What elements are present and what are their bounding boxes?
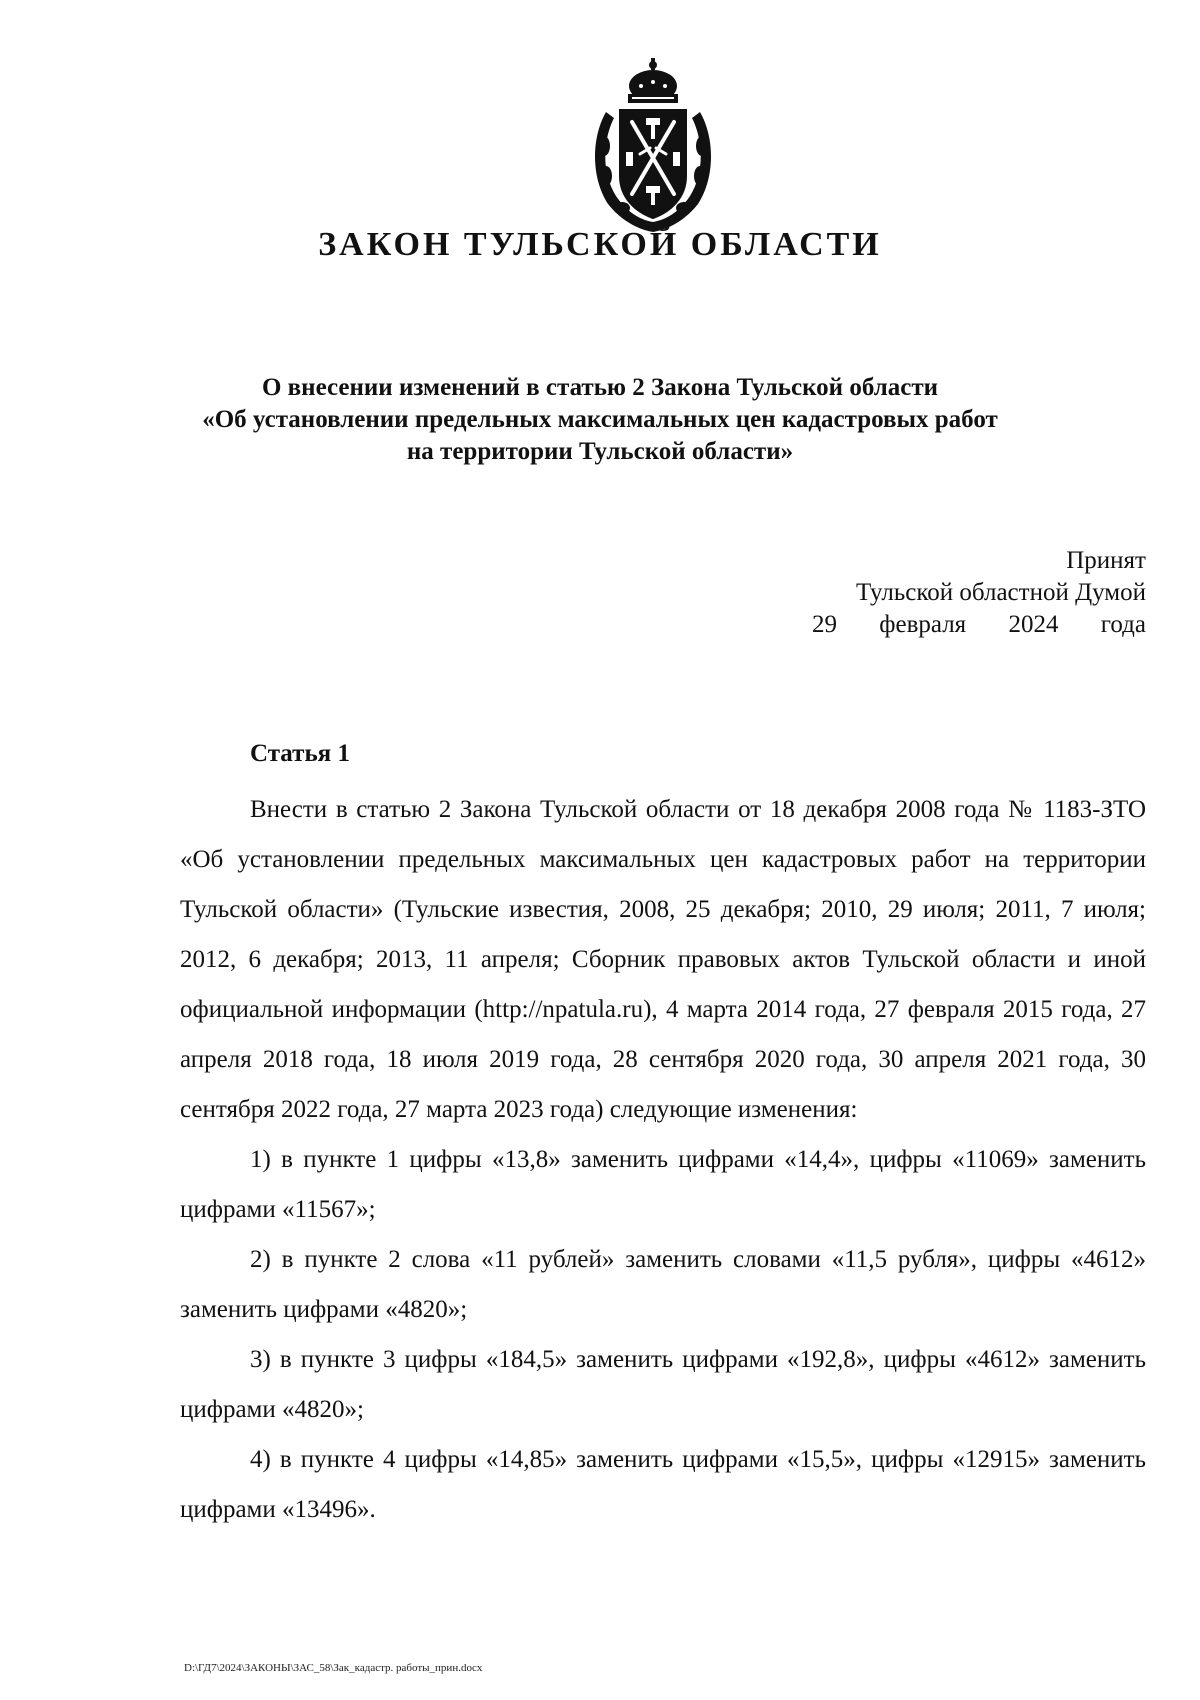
adopted-word: Принят: [1066, 547, 1146, 574]
amendment-item: 3) в пункте 3 цифры «184,5» заменить цифрами «192,8», цифры «4612» заменить цифрами «4820»;: [180, 1346, 1146, 1423]
subject-line: на территории Тульской области»: [406, 438, 794, 465]
adoption-day: 29: [812, 611, 837, 638]
file-path-footer: D:\ГД7\2024\ЗАКОНЫ\ЗАС_58\Зак_кадастр. работы_прин.docx: [184, 1662, 483, 1674]
article-intro: Внести в статью 2 Закона Тульской области от 18 декабря 2008 года № 1183-ЗТО «Об установлении предельных максимальных цен кадастровых работ на территории Тульской области» (Тульские известия, 2008, 25 декабря; 2010, 29 июля; 2011, 7 июля; 2012, 6 декабря; 2013, 11 апреля; Сборник правовых актов Тульской области и иной официальной информации (http://npatula.ru), 4 марта 2014 года, 27 февраля 2015 года, 27 апреля 2018 года, 18 июля 2019 года, 28 сентября 2020 года, 30 апреля 2021 года, 30 сентября 2022 года, 27 марта 2023 года) следующие изменения:: [180, 796, 1146, 1123]
law-title: ЗАКОН ТУЛЬСКОЙ ОБЛАСТИ: [318, 226, 882, 263]
adoption-year-word: года: [1100, 611, 1146, 638]
adopted-by: Тульской областной Думой: [855, 579, 1146, 606]
adoption-year: 2024: [1008, 611, 1059, 638]
amendment-item: 1) в пункте 1 цифры «13,8» заменить цифрами «14,4», цифры «11069» заменить цифрами «11567»;: [180, 1146, 1146, 1223]
amendment-item: 4) в пункте 4 цифры «14,85» заменить цифрами «15,5», цифры «12915» заменить цифрами «13496».: [180, 1446, 1146, 1523]
adoption-month: февраля: [879, 611, 967, 638]
subject-line: О внесении изменений в статью 2 Закона Тульской области: [261, 374, 939, 401]
article-body: [180, 785, 1146, 1535]
amendment-item: 2) в пункте 2 слова «11 рублей» заменить словами «11,5 рубля», цифры «4612» заменить цифрами «4820»;: [180, 1246, 1146, 1323]
adoption-date: [812, 609, 1146, 641]
adoption-block: [812, 545, 1146, 641]
tula-coat-of-arms-icon: [584, 56, 722, 236]
subject-line: «Об установлении предельных максимальных цен кадастровых работ: [202, 406, 998, 433]
article-heading: Статья 1: [250, 740, 350, 767]
law-subject: [150, 372, 1050, 468]
